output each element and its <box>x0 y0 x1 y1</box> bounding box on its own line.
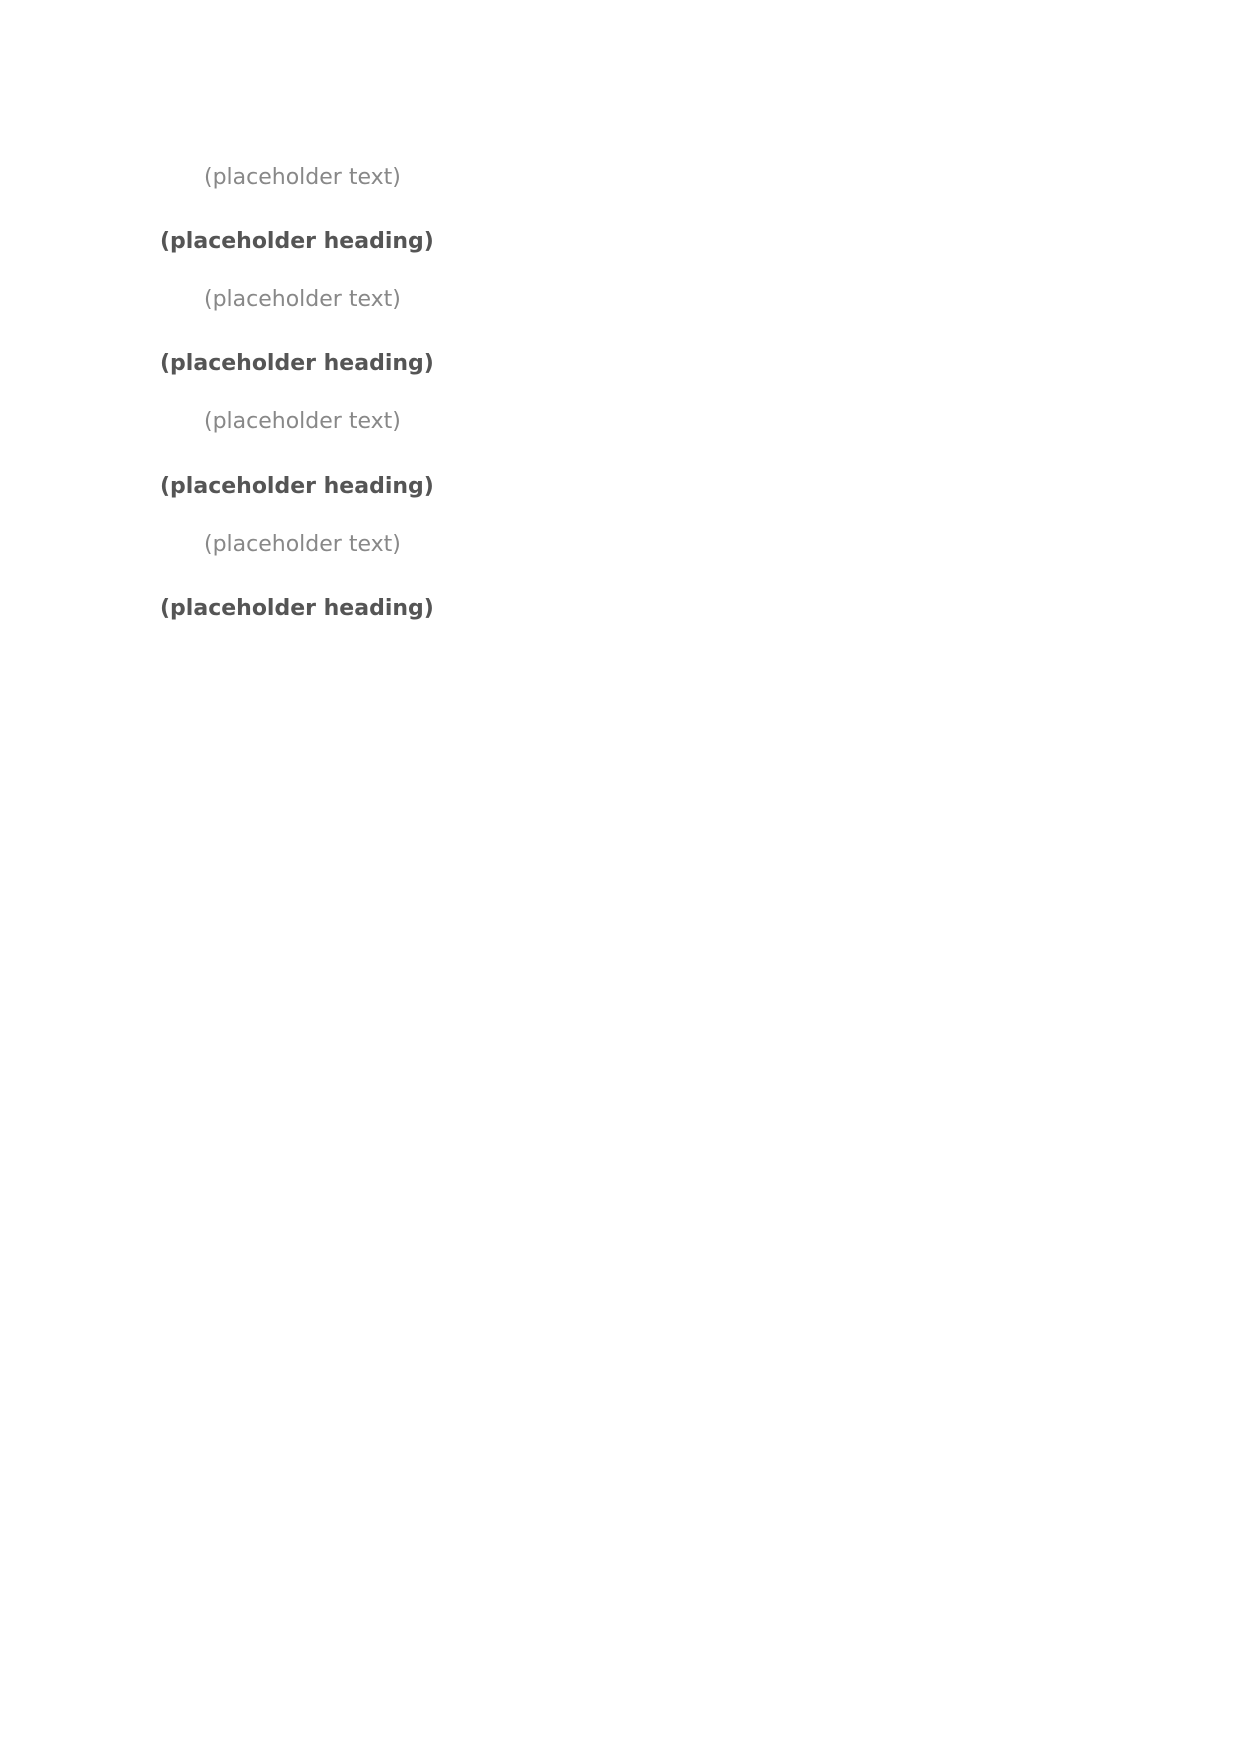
paragraph: (placeholder text) <box>204 409 401 435</box>
section-heading: (placeholder heading) <box>160 473 434 499</box>
section-heading: (placeholder heading) <box>160 229 434 255</box>
paragraph: (placeholder text) <box>204 165 401 190</box>
document-body <box>160 160 1080 649</box>
section-heading: (placeholder heading) <box>160 595 434 621</box>
paragraph: (placeholder text) <box>204 287 401 313</box>
paragraph: (placeholder text) <box>204 531 401 557</box>
section-heading: (placeholder heading) <box>160 351 434 377</box>
